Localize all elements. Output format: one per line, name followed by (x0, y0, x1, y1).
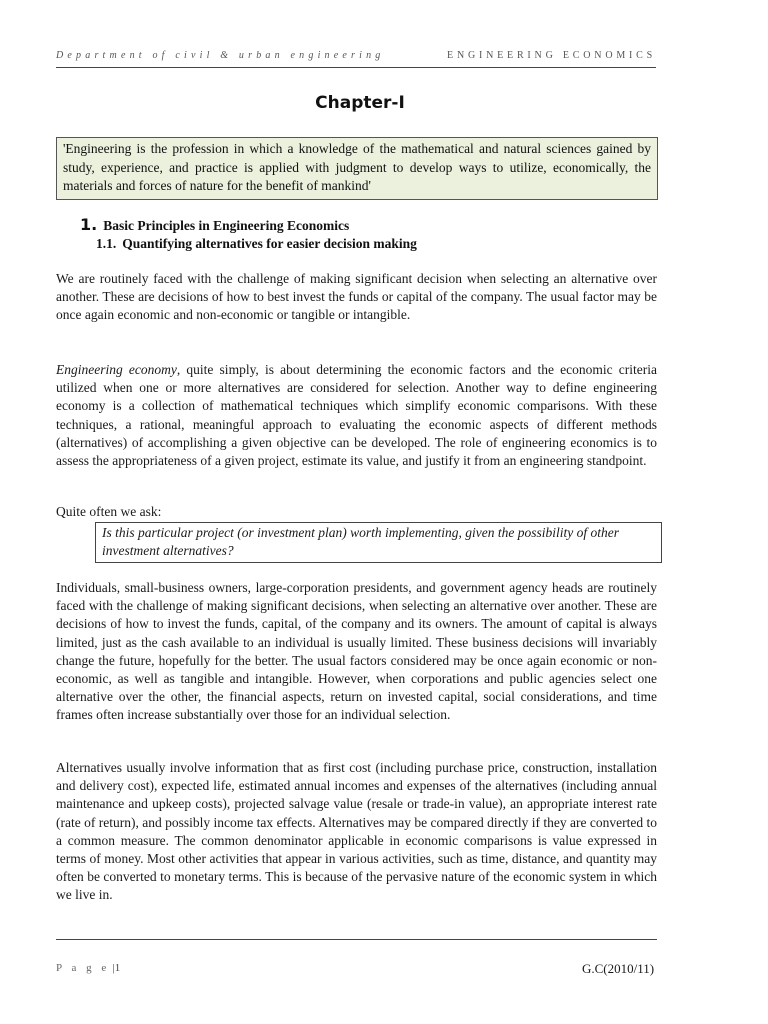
chapter-title: Chapter-I (315, 93, 405, 113)
footer-divider (56, 939, 657, 940)
subsection-heading (96, 236, 417, 252)
paragraph-decision-makers: Individuals, small-business owners, large-corporation presidents, and government agency heads are routinely faced with the challenge of making significant decisions, when selecting an alternative over another. These are decisions of how to invest the funds, capital, of the company and its owners. The amount of capital is always limited, just as the cash available to an individual is usually limited. These business decisions will invariably change the future, hopefully for the better. The usual factors considered may be once again economic or non-economic, as well as tangible and intangible. However, when corporations and public agencies select one alternative over the other, the financial aspects, return on invested capital, social considerations, and time frames often increase substantially over those for an individual selection. (56, 580, 657, 723)
paragraph-engineering-economy-text: , quite simply, is about determining the economic factors and the economic criteria utilized when one or more alternatives are considered for selection. Another way to define engineering economy is a collection of mathematical techniques which simplify economic comparisons. With these techniques, a rational, meaningful approach to evaluating the economic aspects of different methods (alternatives) of accomplishing a given objective can be developed. The role of engineering economics is to assess the appropriateness of a given project, estimate its value, and justify it from an engineering standpoint. (56, 362, 657, 469)
footer-code: G.C(2010/11) (582, 961, 655, 976)
question-lead-in: Quite often we ask: (56, 504, 162, 519)
question-box: Is this particular project (or investment plan) worth implementing, given the possibility of other investment alternatives? (95, 522, 662, 563)
header-course-title: ENGINEERING ECONOMICS (447, 50, 656, 61)
paragraph-alternatives: Alternatives usually involve information that as first cost (including purchase price, construction, installation and delivery cost), expected life, estimated annual incomes and expenses of the alternatives (including annual maintenance and upkeep costs), projected salvage value (resale or trade-in value), an appropriate interest rate (rate of return), and possibly income tax effects. Alternatives may be compared directly if they are converted to a common measure. The common denominator applicable in economic comparisons is value expressed in terms of money. Most other activities that appear in various activities, such as time, distance, and quantity may often be converted to monetary terms. This is because of the pervasive nature of the economic system in which we live in. (56, 760, 657, 903)
header-divider (56, 67, 656, 68)
section-heading (80, 215, 349, 235)
page-label: P a g e (56, 962, 110, 974)
section-number: 1. (80, 215, 98, 234)
running-header (56, 50, 656, 61)
page-number: 1 (114, 962, 121, 974)
header-department: Department of civil & urban engineering (56, 50, 385, 61)
term-engineering-economy: Engineering economy (56, 362, 177, 377)
definition-quote-box: 'Engineering is the profession in which a knowledge of the mathematical and natural sciences gained by study, experience, and practice is applied with judgment to develop ways to utilize, economically, the materials and forces of nature for the benefit of mankind' (56, 137, 658, 200)
subsection-number: 1.1. (96, 236, 117, 251)
page-separator: | (112, 962, 115, 974)
subsection-title: Quantifying alternatives for easier decision making (122, 236, 417, 251)
section-title: Basic Principles in Engineering Economics (103, 218, 350, 233)
page-number-footer (56, 962, 120, 974)
paragraph-intro: We are routinely faced with the challenge of making significant decision when selecting an alternative over another. These are decisions of how to best invest the funds or capital of the company. The usual factor may be once again economic and non-economic or tangible or intangible. (56, 271, 657, 323)
paragraph-engineering-economy (56, 361, 657, 470)
